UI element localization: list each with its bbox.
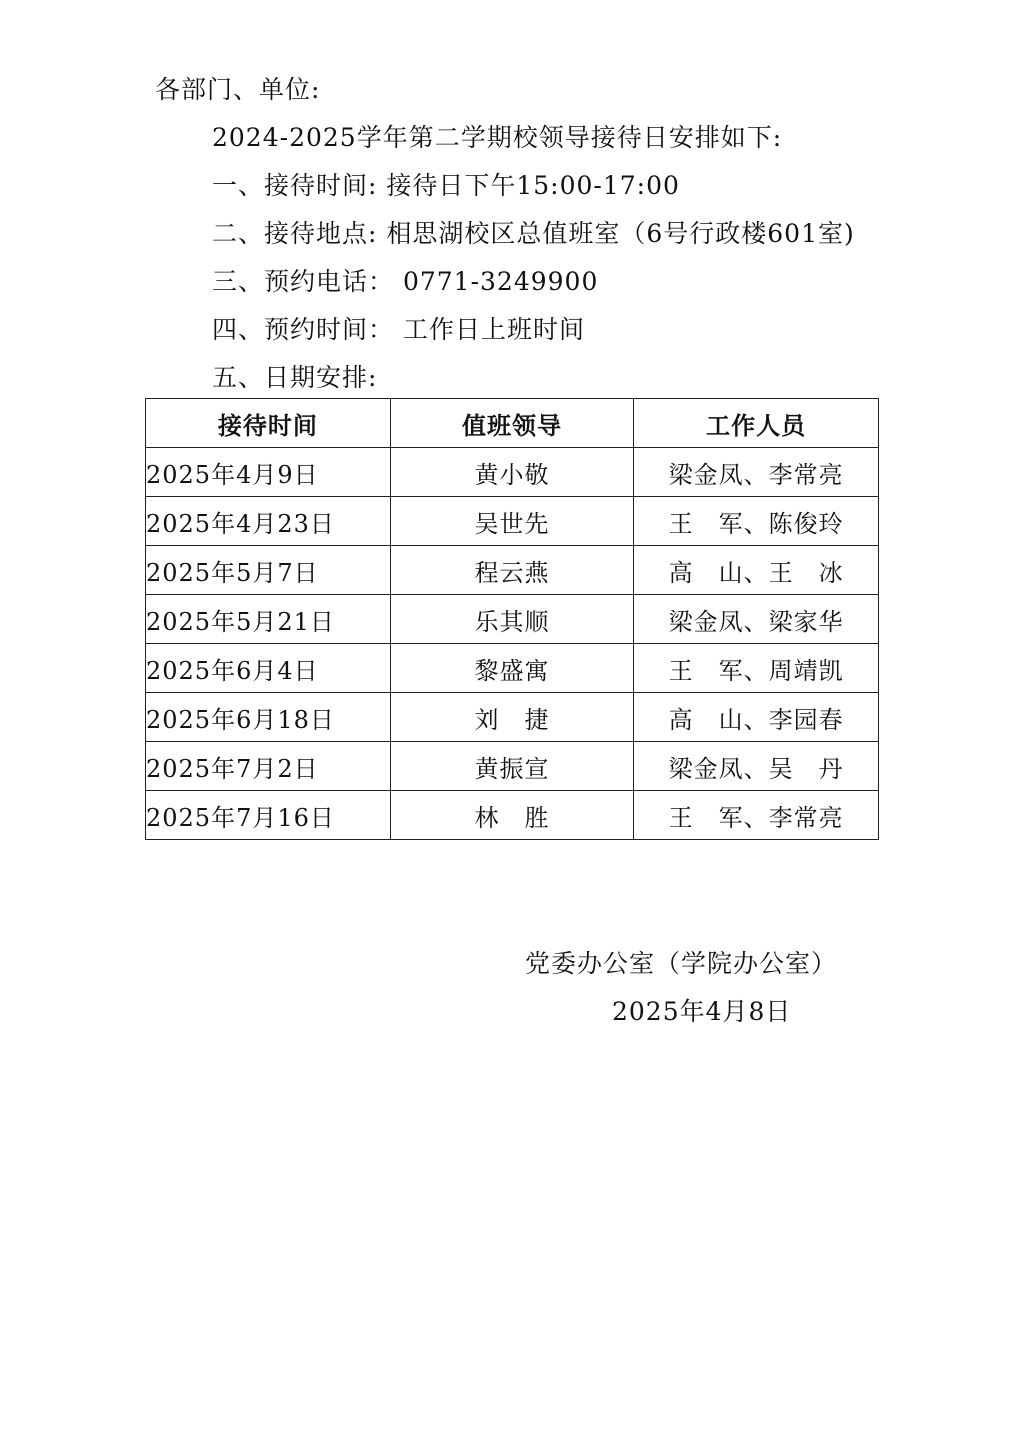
row-date: 2025年4月23日 xyxy=(146,497,391,546)
item-booking-phone: 三、预约电话： 0771-3249900 xyxy=(212,267,599,296)
item-date-schedule: 五、日期安排: xyxy=(212,363,378,392)
row-leader: 黎盛寓 xyxy=(390,644,634,693)
row-staff: 梁金凤、梁家华 xyxy=(634,595,879,644)
table-header-row xyxy=(146,399,879,448)
row-date: 2025年7月2日 xyxy=(146,742,391,791)
row-date: 2025年4月9日 xyxy=(146,448,391,497)
row-leader: 吴世先 xyxy=(390,497,634,546)
header-duty-leader: 值班领导 xyxy=(390,399,634,448)
row-staff: 梁金凤、李常亮 xyxy=(634,448,879,497)
table-row xyxy=(146,595,879,644)
row-date: 2025年6月4日 xyxy=(146,644,391,693)
table-row xyxy=(146,497,879,546)
table-row xyxy=(146,742,879,791)
row-date: 2025年5月21日 xyxy=(146,595,391,644)
row-staff: 高 山、王 冰 xyxy=(634,546,879,595)
row-leader: 黄振宣 xyxy=(390,742,634,791)
row-leader: 乐其顺 xyxy=(390,595,634,644)
row-date: 2025年5月7日 xyxy=(146,546,391,595)
table-row xyxy=(146,546,879,595)
row-leader: 黄小敬 xyxy=(390,448,634,497)
row-leader: 林 胜 xyxy=(390,791,634,840)
row-date: 2025年6月18日 xyxy=(146,693,391,742)
item-booking-time: 四、预约时间： 工作日上班时间 xyxy=(212,315,585,344)
header-reception-time: 接待时间 xyxy=(146,399,391,448)
row-leader: 刘 捷 xyxy=(390,693,634,742)
intro-paragraph: 2024-2025学年第二学期校领导接待日安排如下: xyxy=(212,123,783,152)
item-reception-time: 一、接待时间: 接待日下午15:00-17:00 xyxy=(212,171,680,200)
row-staff: 王 军、陈俊玲 xyxy=(634,497,879,546)
row-staff: 王 军、李常亮 xyxy=(634,791,879,840)
signing-office: 党委办公室（学院办公室） xyxy=(525,949,838,978)
table-row xyxy=(146,448,879,497)
row-staff: 高 山、李园春 xyxy=(634,693,879,742)
row-leader: 程云燕 xyxy=(390,546,634,595)
schedule-table xyxy=(145,398,879,840)
signing-date: 2025年4月8日 xyxy=(612,997,792,1026)
row-staff: 王 军、周靖凯 xyxy=(634,644,879,693)
salutation: 各部门、单位: xyxy=(155,75,321,104)
row-staff: 梁金凤、吴 丹 xyxy=(634,742,879,791)
table-row xyxy=(146,791,879,840)
table-row xyxy=(146,644,879,693)
item-reception-location: 二、接待地点: 相思湖校区总值班室（6号行政楼601室) xyxy=(212,219,855,248)
row-date: 2025年7月16日 xyxy=(146,791,391,840)
header-staff: 工作人员 xyxy=(634,399,879,448)
table-row xyxy=(146,693,879,742)
